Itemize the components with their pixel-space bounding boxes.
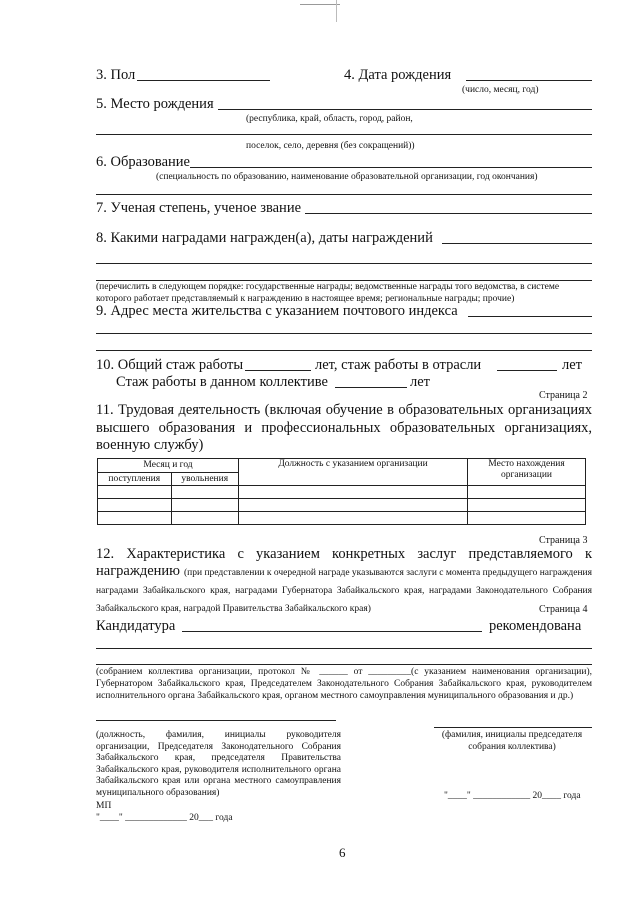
field-team-exp-line[interactable] bbox=[335, 387, 407, 388]
signature-left-caption: (должность, фамилия, инициалы руководителя организации, Председателя Законодательного Собрания Забайкальского края, председателя Правительства Забайкальского края, руководителя исполнительного органа Забайкальского края или органа местного самоуправления муниципального образования) bbox=[96, 730, 341, 798]
col-month-year: Месяц и год bbox=[98, 459, 239, 473]
candidacy-line3[interactable] bbox=[96, 664, 592, 665]
field-awards-hint: (перечислить в следующем порядке: государственные награды; ведомственные награды того ведомства, в системе которого работает представляемый к награждению в настоящее время; региональные награды; прочие) bbox=[96, 282, 560, 304]
page-marker-3: Страница 3 bbox=[539, 535, 588, 546]
field-address-line3[interactable] bbox=[96, 350, 592, 351]
col-start: поступления bbox=[98, 473, 172, 486]
page-marker-4: Страница 4 bbox=[539, 604, 588, 615]
scan-artifact-line bbox=[336, 0, 337, 22]
candidacy-line2[interactable] bbox=[96, 648, 592, 649]
field-team-exp-label: Стаж работы в данном коллективе bbox=[116, 374, 328, 390]
field-education-label: 6. Образование bbox=[96, 154, 190, 170]
field-birth-place-hint2: поселок, село, деревня (без сокращений)) bbox=[246, 141, 415, 151]
field-birth-place-line[interactable] bbox=[218, 109, 592, 110]
field-education-line2[interactable] bbox=[96, 194, 592, 195]
signature-right-caption: (фамилия, инициалы председателя собрания коллектива) bbox=[441, 730, 583, 752]
field-birth-place-line2[interactable] bbox=[96, 134, 592, 135]
field-education-line[interactable] bbox=[190, 167, 592, 168]
col-end: увольнения bbox=[171, 473, 238, 486]
field-degree-line[interactable] bbox=[305, 213, 592, 214]
field-industry-exp-line[interactable] bbox=[497, 370, 557, 371]
candidacy-recommended: рекомендована bbox=[489, 618, 582, 634]
field-years-label: лет bbox=[562, 357, 583, 373]
characteristic-note: (при представлении к очередной награде указываются заслуги с момента предыдущего награждения наградами Забайкальского края, наградами Губернатора Забайкальского края, наградами Законодательного Собрания Забайкальского края, наградой Правительства Забайкальского края) bbox=[96, 568, 593, 614]
field-address-label: 9. Адрес места жительства с указанием почтового индекса bbox=[96, 303, 458, 319]
col-position: Должность с указанием организации bbox=[239, 459, 468, 486]
work-history-title: 11. Трудовая деятельность (включая обучение в образовательных организациях высшего образования и профессиональных образовательных организациях, военную службу) bbox=[96, 402, 592, 453]
field-industry-exp-label: лет, стаж работы в отрасли bbox=[315, 357, 482, 373]
field-total-exp-line[interactable] bbox=[245, 370, 311, 371]
signature-line-right[interactable] bbox=[434, 727, 592, 728]
scan-artifact-line bbox=[300, 4, 340, 5]
stamp-place: МП bbox=[96, 801, 112, 811]
field-degree-label: 7. Ученая степень, ученое звание bbox=[96, 200, 302, 216]
candidacy-line[interactable] bbox=[182, 631, 482, 632]
table-row[interactable] bbox=[98, 499, 586, 512]
field-sex-label: 3. Пол bbox=[96, 67, 136, 83]
signature-line-left[interactable] bbox=[96, 720, 336, 721]
field-birth-date-hint: (число, месяц, год) bbox=[462, 85, 539, 95]
field-address-line2[interactable] bbox=[96, 333, 592, 334]
field-team-years-label: лет bbox=[410, 374, 431, 390]
field-awards-label: 8. Какими наградами награжден(а), даты награждений bbox=[96, 230, 433, 246]
field-birth-place-hint1: (республика, край, область, город, район, bbox=[246, 114, 413, 124]
field-birth-date-label: 4. Дата рождения bbox=[344, 67, 452, 83]
field-awards-line3[interactable] bbox=[96, 280, 592, 281]
date-left: "____" _____________ 20___ года bbox=[96, 813, 233, 823]
col-location: Место нахождения организации bbox=[468, 459, 586, 486]
table-row[interactable] bbox=[98, 512, 586, 525]
table-row[interactable] bbox=[98, 486, 586, 499]
characteristic-block bbox=[96, 546, 592, 617]
page-marker-2: Страница 2 bbox=[539, 390, 588, 401]
field-address-line[interactable] bbox=[468, 316, 592, 317]
field-awards-line[interactable] bbox=[442, 243, 592, 244]
field-awards-line2[interactable] bbox=[96, 263, 592, 264]
characteristic-title: 12. Характеристика с указанием конкретных заслуг представляемого к награждению bbox=[96, 546, 592, 579]
field-birth-place-label: 5. Место рождения bbox=[96, 96, 214, 112]
work-history-table bbox=[97, 458, 586, 525]
candidacy-hint: (собранием коллектива организации, протокол № ______ от _________(с указанием наименования организации), Губернатором Забайкальского края, Председателем Законодательного Собрания Забайкальского края, руководителем исполнительного органа Забайкальского края, органом местного самоуправления муниципального образования и др.) bbox=[96, 667, 592, 701]
date-right: "____" ____________ 20____ года bbox=[444, 791, 581, 801]
page-number: 6 bbox=[339, 845, 346, 860]
candidacy-label: Кандидатура bbox=[96, 618, 176, 634]
field-birth-date-line[interactable] bbox=[466, 80, 592, 81]
field-education-hint: (специальность по образованию, наименование образовательной организации, год окончания) bbox=[156, 172, 538, 182]
field-total-exp-label: 10. Общий стаж работы bbox=[96, 357, 244, 373]
field-sex-line[interactable] bbox=[137, 80, 270, 81]
